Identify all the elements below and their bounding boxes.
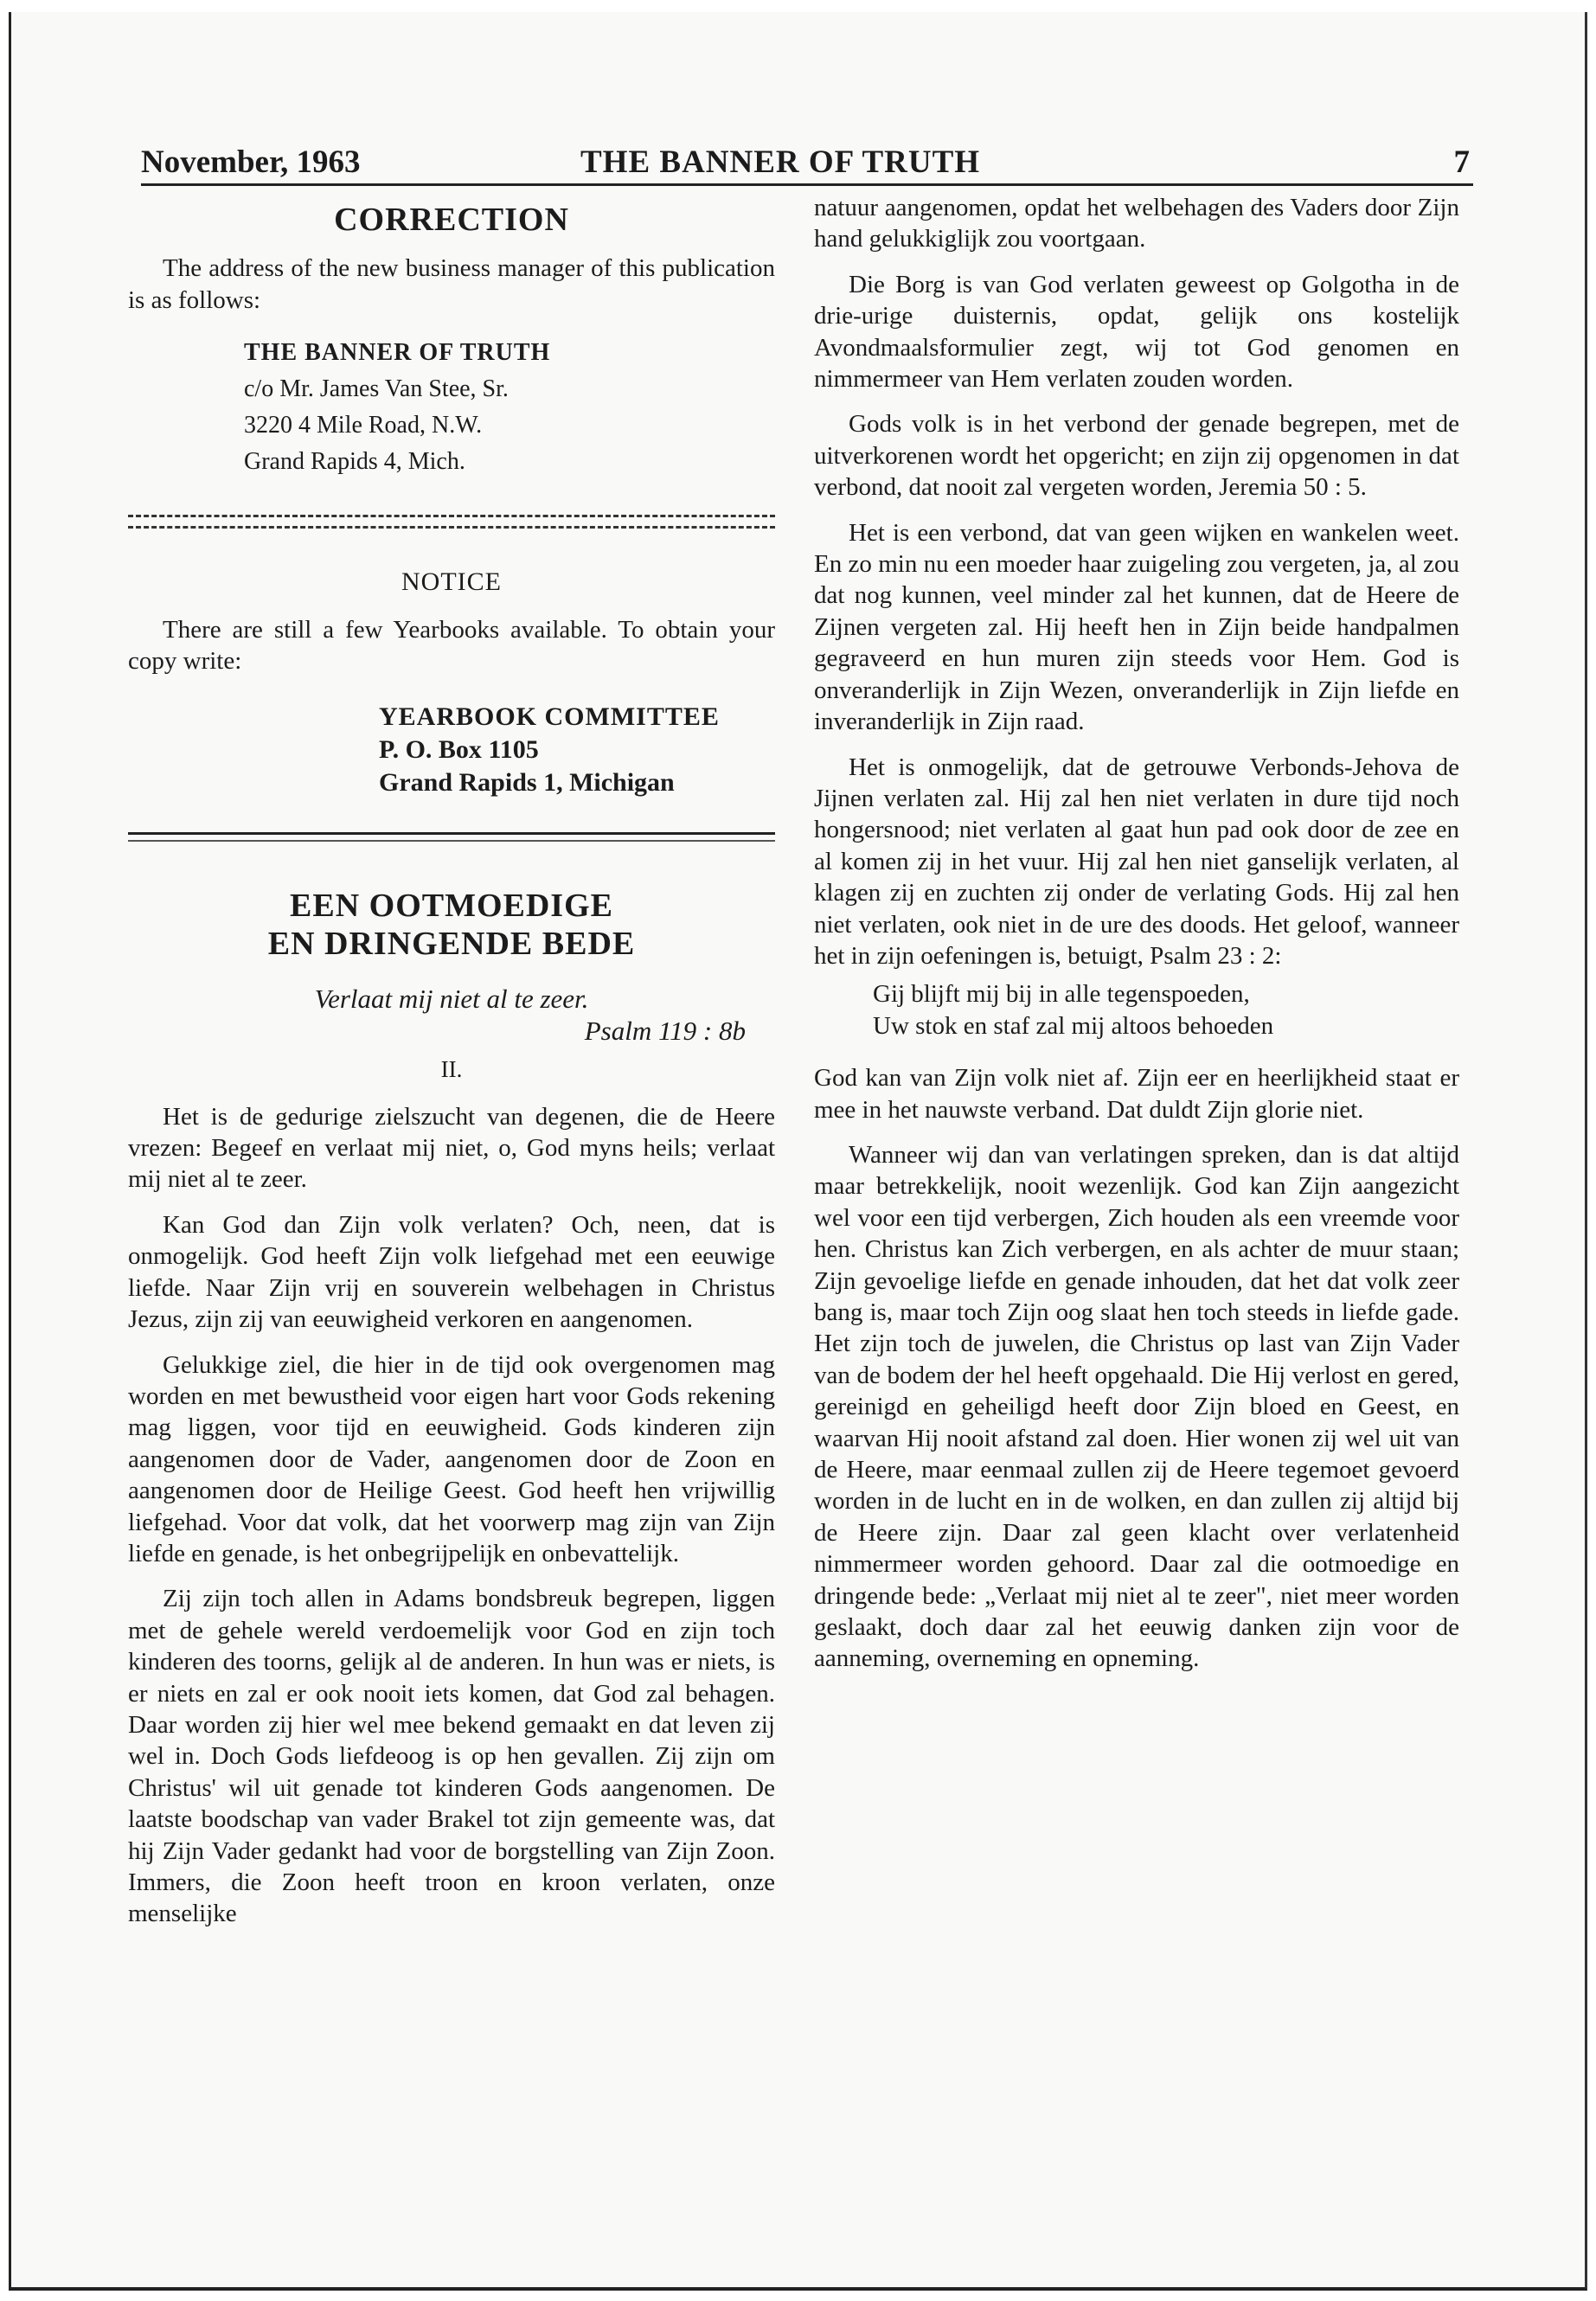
article-paragraph: natuur aangenomen, opdat het welbehagen des Vaders door Zijn hand gelukkiglijk zou voortgaan. [814,194,1459,253]
article-title-line: EEN OOTMOEDIGE [290,888,613,925]
article-title [128,887,775,963]
address-line: P. O. Box 1105 [379,735,539,765]
verse-line: Uw stok en staf zal mij altoos behoeden [873,1011,1274,1040]
scripture-text: Verlaat mij niet al te zeer. [314,984,589,1015]
issue-date: November, 1963 [141,144,361,180]
article-heading [128,887,775,1085]
business-manager-address [244,335,775,480]
verse-line: Gij blijft mij bij in alle tegenspoeden, [873,980,1250,1009]
left-column [128,192,775,1930]
notice-title: NOTICE [401,567,502,597]
article-paragraph: Het is de gedurige zielszucht van degenen, die de Heere vrezen: Begeef en verlaat mij niet, o, God myns heils; verlaat mij niet al te zeer. [128,1102,775,1194]
article-paragraph: Die Borg is van God verlaten geweest op Golgotha in de drie-urige duisternis, opdat, gelijk ons kostelijk Avondmaalsformulier zegt, wij tot God genomen en nimmermeer van Hem verlaten zouden worden. [814,270,1459,394]
article-paragraph: Het is een verbond, dat van geen wijken en wankelen weet. En zo min nu een moeder haar zuigeling zou vergeten, ja, al zou dat nog kunnen, veel minder zal het kunnen, dat de Heere de Zijnen vergeten zal. Hij heeft hen in Zijn beide handpalmen gegraveerd en hun muren zijn steeds voor Hem. God is onveranderlijk in Zijn Wezen, onveranderlijk in Zijn liefde en inveranderlijk in Zijn raad. [814,518,1459,736]
correction-title: CORRECTION [334,202,569,238]
scripture-reference: Psalm 119 : 8b [584,1015,746,1046]
page-number: 7 [1453,144,1470,180]
section-divider [128,832,775,842]
article-paragraph: Het is onmogelijk, dat de getrouwe Verbonds-Jehova de Jijnen verlaten zal. Hij zal hen niet verlaten in dure tijd noch hongersnood; niet verlaten al gaat hun pad ook door de zee en al komen zij in het vuur. Hij zal hen niet ganselijk verlaten, al klagen zij en zuchten zij onder de verlating Gods. Hij zal hen niet verlaten, ook niet in de ure des doods. Het geloof, wanneer het in zijn oefeningen is, betuigt, Psalm 23 : 2: [814,753,1459,970]
address-line: THE BANNER OF TRUTH [244,339,551,367]
address-line: Grand Rapids 4, Mich. [244,448,465,476]
notice-section [128,567,775,799]
correction-section [128,204,775,480]
address-line: c/o Mr. James Van Stee, Sr. [244,375,509,403]
article-paragraph: Kan God dan Zijn volk verlaten? Och, neen, dat is onmogelijk. God heeft Zijn volk liefgehad met een eeuwige liefde. Naar Zijn vrij en souverein welbehagen in Christus Jezus, zijn zij van eeuwigheid verkoren en aangenomen. [128,1210,775,1334]
article-paragraph: Wanneer wij dan van verlatingen spreken, dan is dat altijd maar betrekkelijk, nooit wezenlijk. God kan Zijn aangezicht wel voor een tijd verbergen, Zich houden als een vreemde voor hen. Christus kan Zich verbergen, en als achter de muur staan; Zijn gevoelige liefde en genade inhouden, dat het dat volk zeer bang is, maar toch Zijn oog slaat hen toch steeds in liefde gade. Het zijn toch de juwelen, die Christus op last van Zijn Vader van de bodem der hel heeft opgehaald. Die Hij verlost en gered, gereinigd en geheiligd heeft door Zijn bloed en Geest, en waarvan Hij nooit afstand zal doen. Hier wonen zij wel uit van de Heere, maar eenmaal zullen zij de Heere tegemoet gevoerd worden in de lucht en in de wolken, en dan zullen zij altijd bij de Heere zijn. Daar zal geen klacht over verlatenheid nimmermeer worden gehoord. Daar zal die ootmoedige en dringende bede: „Verlaat mij niet al te zeer", niet meer worden geslaakt, doch daar zal het eeuwig danken zijn voor de aanneming, overneming en opneming. [814,1140,1459,1673]
address-line: YEARBOOK COMMITTEE [379,702,720,732]
running-header [141,142,1473,186]
article-paragraph: God kan van Zijn volk niet af. Zijn eer en heerlijkheid staat er mee in het nauwste verband. Dat duldt Zijn glorie niet. [814,1064,1459,1124]
address-line: 3220 4 Mile Road, N.W. [244,412,483,439]
article-paragraph: Gelukkige ziel, die hier in de tijd ook overgenomen mag worden en met bewustheid voor eigen hart voor Gods rekening mag liggen, voor tijd en eeuwigheid. Gods kinderen zijn aangenomen door de Vader, aangenomen door de Zoon en aangenomen door de Heilige Geest. God heeft hen vrijwillig liefgehad. Voor dat volk, dat het voorwerp mag zijn van Zijn liefde en genade, is het onbegrijpelijk en onbevattelijk. [128,1350,775,1567]
section-divider [128,515,775,529]
notice-text: There are still a few Yearbooks available. To obtain your copy write: [128,615,775,676]
correction-intro: The address of the new business manager of this publication is as follows: [128,254,775,314]
yearbook-address [379,701,775,799]
publication-title: THE BANNER OF TRUTH [580,144,981,180]
part-number: II. [440,1056,463,1083]
address-line: Grand Rapids 1, Michigan [379,768,675,798]
article-paragraph: Zij zijn toch allen in Adams bondsbreuk begrepen, liggen met de gehele wereld verdoemelijk voor God en zijn toch kinderen des toorns, gelijk al de anderen. In hun was er niets, is er niets en zal er ook nooit iets komen, dat God zal behagen. Daar worden zij hier wel mee bekend gemaakt en dat leven zij wel in. Doch Gods liefdeoog is op hen gevallen. Zij zijn om Christus' wil uit genade tot kinderen Gods aangenomen. De laatste boodschap van vader Brakel tot zijn gemeente was, dat hij Zijn Vader gedankt had voor de borgstelling van Zijn Zoon. Immers, die Zoon heeft troon en kroon verlaten, onze menselijke [128,1585,775,1928]
psalm-verse [814,978,1459,1042]
right-column [814,192,1459,1675]
article-title-line: EN DRINGENDE BEDE [267,926,636,963]
article-paragraph: Gods volk is in het verbond der genade begrepen, met de uitverkorenen wordt het opgericht; en zijn zij opgenomen in dat verbond, dat nooit zal vergeten worden, Jeremia 50 : 5. [814,410,1459,502]
